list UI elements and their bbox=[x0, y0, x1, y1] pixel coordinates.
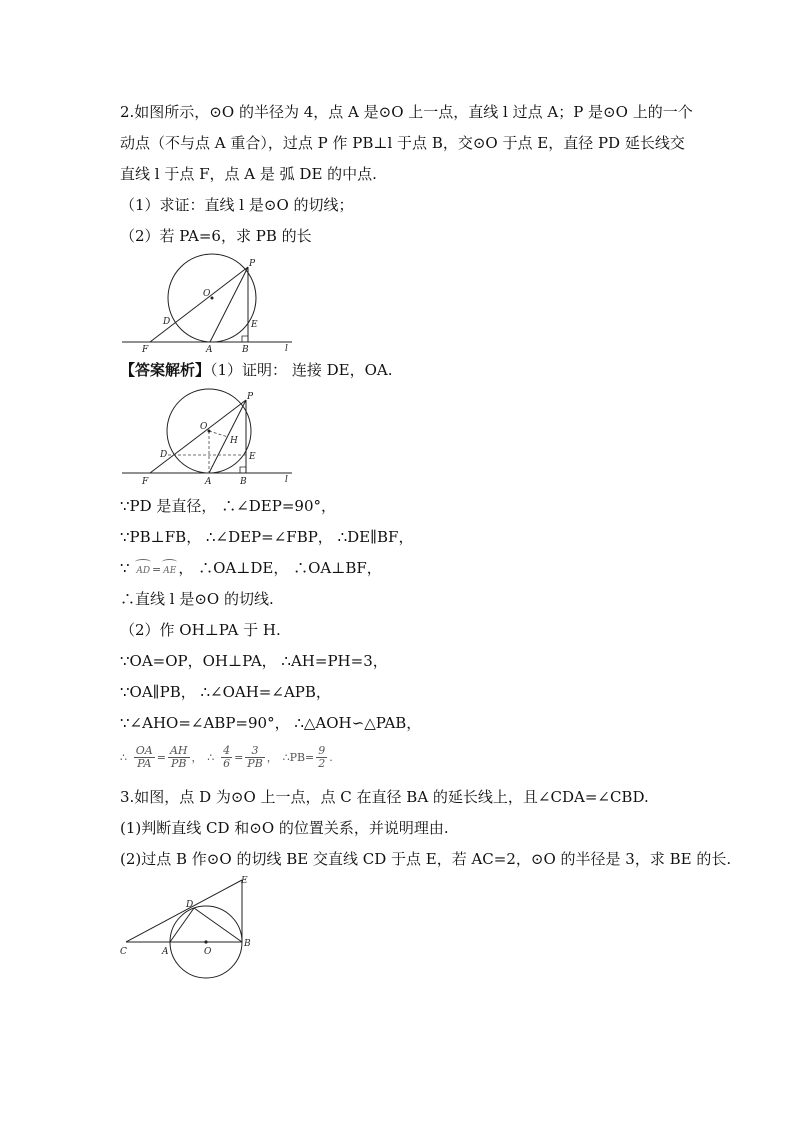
problem2-line1: 2.如图所示，⊙O 的半径为 4，点 A 是⊙O 上一点，直线 l 过点 A；P 是⊙O 上的一个 bbox=[120, 103, 693, 121]
answer-intro bbox=[120, 360, 392, 380]
period: . bbox=[329, 751, 333, 764]
line-ad bbox=[170, 908, 194, 942]
equals-1: = bbox=[156, 751, 166, 764]
label-d: D bbox=[186, 900, 194, 910]
label-o: O bbox=[203, 289, 211, 299]
fraction-num: 9 bbox=[318, 743, 326, 757]
fraction-3-pb bbox=[245, 745, 265, 770]
label-f: F bbox=[142, 345, 149, 355]
right-angle-mark bbox=[242, 336, 248, 342]
answer-step3 bbox=[120, 558, 382, 581]
fraction-oa-pa bbox=[134, 745, 155, 770]
answer-heading: 【答案解析】 bbox=[120, 361, 211, 379]
fraction-den: PA bbox=[137, 756, 152, 770]
therefore-1: ∴ bbox=[120, 751, 127, 764]
fraction-num: AH bbox=[169, 743, 188, 757]
answer-step3-rest: ， ∴OA⊥DE， ∴OA⊥BF， bbox=[178, 559, 382, 577]
answer-step2: ∵PB⊥FB， ∴∠DEP=∠FBP， ∴DE∥BF， bbox=[120, 528, 414, 546]
fraction-num: OA bbox=[135, 743, 153, 757]
fraction-9-2 bbox=[316, 745, 327, 770]
separator-1: ， bbox=[191, 751, 203, 764]
label-b: B bbox=[240, 477, 247, 487]
problem3-question1: (1)判断直线 CD 和⊙O 的位置关系，并说明理由. bbox=[120, 819, 449, 837]
answer-step5: （2）作 OH⊥PA 于 H. bbox=[120, 621, 281, 639]
because-symbol: ∵ bbox=[120, 559, 130, 577]
line-oh bbox=[209, 431, 228, 437]
fraction-num: 4 bbox=[223, 743, 231, 757]
fraction-num: 3 bbox=[245, 745, 265, 758]
equals-2: = bbox=[234, 751, 244, 764]
therefore-2: ∴ bbox=[207, 751, 215, 764]
answer-intro-text: （1）证明： 连接 DE，OA. bbox=[210, 361, 393, 379]
label-e: E bbox=[249, 452, 256, 462]
answer-step9 bbox=[120, 742, 333, 772]
label-a: A bbox=[206, 345, 213, 355]
line-ap bbox=[209, 400, 246, 473]
label-d: D bbox=[160, 450, 168, 460]
pb-result-label: ∴PB= bbox=[282, 751, 315, 764]
line-db bbox=[194, 908, 242, 942]
problem2-line3: 直线 l 于点 F，点 A 是 弧 DE 的中点. bbox=[120, 165, 377, 183]
arc-ae: AE bbox=[161, 561, 178, 581]
problem3-line1: 3.如图，点 D 为⊙O 上一点，点 C 在直径 BA 的延长线上，且∠CDA=∠CBD. bbox=[120, 788, 649, 806]
center-dot bbox=[208, 430, 211, 433]
fraction-den: 6 bbox=[223, 756, 231, 770]
fraction-den: PB bbox=[170, 756, 187, 770]
fraction-den: PB bbox=[247, 756, 263, 770]
label-c: C bbox=[120, 947, 127, 957]
label-a: A bbox=[205, 477, 212, 487]
answer-step6: ∵OA=OP，OH⊥PA， ∴AH=PH=3， bbox=[120, 652, 388, 670]
label-b: B bbox=[242, 345, 249, 355]
line-ap bbox=[210, 267, 248, 342]
label-b: B bbox=[244, 939, 251, 949]
arc-ad: AD bbox=[134, 561, 152, 581]
label-f: F bbox=[142, 477, 149, 487]
answer-figure bbox=[118, 385, 298, 489]
right-angle-mark bbox=[240, 467, 246, 473]
fraction-ah-pb bbox=[168, 745, 190, 770]
problem2-figure bbox=[118, 252, 298, 356]
line-fp bbox=[150, 267, 248, 342]
center-dot bbox=[211, 297, 214, 300]
label-e: E bbox=[251, 320, 258, 330]
arc-equals: = bbox=[152, 563, 162, 576]
answer-step1: ∵PD 是直径， ∴∠DEP=90°， bbox=[120, 497, 336, 515]
problem3-figure bbox=[116, 872, 266, 990]
label-d: D bbox=[163, 317, 171, 327]
label-l: l bbox=[285, 344, 288, 354]
answer-step8: ∵∠AHO=∠ABP=90°， ∴△AOH∽△PAB， bbox=[120, 714, 422, 732]
problem2-question2: （2）若 PA=6，求 PB 的长 bbox=[120, 227, 312, 245]
answer-step4: ∴直线 l 是⊙O 的切线. bbox=[120, 590, 274, 608]
label-l: l bbox=[285, 475, 288, 485]
label-a: A bbox=[162, 947, 169, 957]
label-o: O bbox=[200, 422, 208, 432]
label-h: H bbox=[230, 436, 238, 446]
label-p: P bbox=[247, 392, 254, 402]
fraction-4-6 bbox=[221, 745, 232, 770]
label-p: P bbox=[249, 259, 256, 269]
problem2-line2: 动点（不与点 A 重合），过点 P 作 PB⊥l 于点 B，交⊙O 于点 E，直径 PD 延长线交 bbox=[120, 134, 685, 152]
center-dot bbox=[204, 940, 207, 943]
problem2-question1: （1）求证：直线 l 是⊙O 的切线； bbox=[120, 196, 354, 214]
separator-2: ， bbox=[266, 751, 278, 764]
answer-step7: ∵OA∥PB， ∴∠OAH=∠APB， bbox=[120, 683, 331, 701]
label-e: E bbox=[241, 876, 248, 886]
problem3-question2: (2)过点 B 作⊙O 的切线 BE 交直线 CD 于点 E，若 AC=2，⊙O 的半径是 3，求 BE 的长. bbox=[120, 850, 732, 868]
label-o: O bbox=[204, 947, 212, 957]
fraction-den: 2 bbox=[318, 756, 326, 770]
